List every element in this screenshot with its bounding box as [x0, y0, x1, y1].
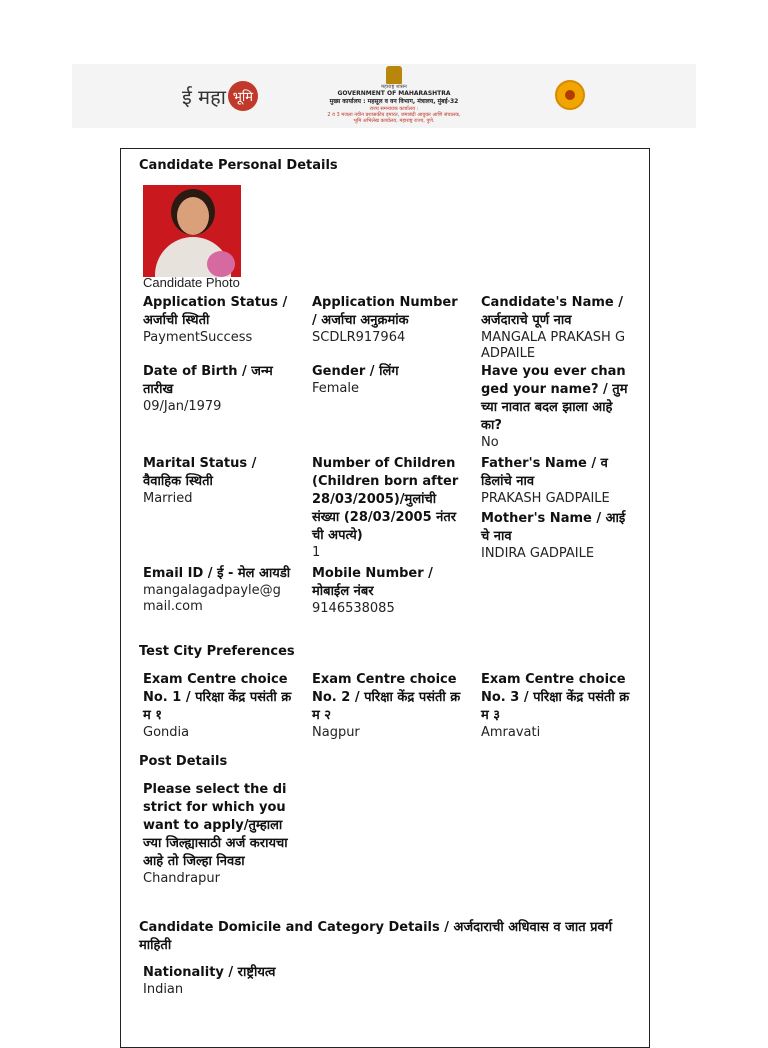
header-banner: [72, 64, 696, 128]
maharashtra-seal-icon: [555, 80, 585, 110]
field-exam-centre-2: Exam Centre choice No. 2 / परिक्षा केंद्र पसंती क्रम २ Nagpur: [312, 672, 461, 740]
gov-line-5: 2 व 3 मजला नवीन प्रशासकीय इमारत, जमाबंदी आयुक्त आणि संचालक,: [327, 112, 461, 118]
field-email: Email ID / ई - मेल आयडी mangalagadpayle@gmail.com: [143, 566, 291, 614]
field-district: Please select the district for which you want to apply/तुम्हाला ज्या जिल्ह्यासाठी अर्ज करायचा आहे तो जिल्हा निवडा Chandrapur: [143, 782, 288, 886]
field-date-of-birth: Date of Birth / जन्म तारीख 09/Jan/1979: [143, 364, 273, 414]
logo-text: ई महा: [182, 84, 226, 109]
field-candidate-name: Candidate's Name / अर्जदाराचे पूर्ण नाव MANGALA PRAKASH GADPAILE: [481, 295, 626, 361]
field-application-status: Application Status / अर्जाची स्थिती PaymentSuccess: [143, 295, 288, 345]
gov-line-3: मुख्य कार्यालय : महसूल व वन विभाग, मंत्रालय, मुंबई-32: [329, 98, 459, 105]
photo-caption: Candidate Photo: [143, 275, 240, 290]
gov-line-4: राज्य समन्वयक कार्यालय :: [369, 106, 419, 112]
government-header: [304, 66, 484, 126]
field-nationality: Nationality / राष्ट्रीयत्व Indian: [143, 965, 276, 997]
section-title-city: Test City Preferences: [139, 644, 295, 659]
field-application-number: Application Number / अर्जाचा अनुक्रमांक SCDLR917964: [312, 295, 458, 345]
logo-circle: भूमि: [228, 81, 258, 111]
section-title-domicile: Candidate Domicile and Category Details / अर्जदाराची अधिवास व जात प्रवर्ग माहिती: [139, 920, 613, 953]
section-title-post: Post Details: [139, 754, 228, 769]
field-marital-status: Marital Status / वैवाहिक स्थिती Married: [143, 456, 257, 506]
gov-line-2: GOVERNMENT OF MAHARASHTRA: [337, 90, 451, 97]
field-father-name: Father's Name / वडिलांचे नाव PRAKASH GADPAILE: [481, 456, 610, 506]
field-name-changed: Have you ever changed your name? / तुमच्या नावात बदल झाला आहे का? No: [481, 364, 628, 450]
section-title-personal: Candidate Personal Details: [139, 158, 338, 173]
candidate-photo: [143, 185, 241, 277]
gov-line-1: महाराष्ट्र शासन: [381, 84, 407, 90]
field-mother-name: Mother's Name / आईचे नाव INDIRA GADPAILE: [481, 511, 626, 561]
field-mobile-number: Mobile Number / मोबाईल नंबर 9146538085: [312, 566, 433, 616]
field-number-of-children: Number of Children (Children born after 28/03/2005)/मुलांची संख्या (28/03/2005 नंतर ची अपत्ये) 1: [312, 456, 459, 560]
field-exam-centre-1: Exam Centre choice No. 1 / परिक्षा केंद्र पसंती क्रम १ Gondia: [143, 672, 292, 740]
emahabhumi-logo: [182, 74, 322, 118]
gov-line-6: भूमि अभिलेख कार्यालय, महाराष्ट्र राज्य, पुणे.: [353, 118, 435, 124]
field-exam-centre-3: Exam Centre choice No. 3 / परिक्षा केंद्र पसंती क्रम ३ Amravati: [481, 672, 630, 740]
application-card: [120, 148, 650, 1048]
national-emblem-icon: [386, 66, 402, 84]
field-gender: Gender / लिंग Female: [312, 364, 399, 396]
